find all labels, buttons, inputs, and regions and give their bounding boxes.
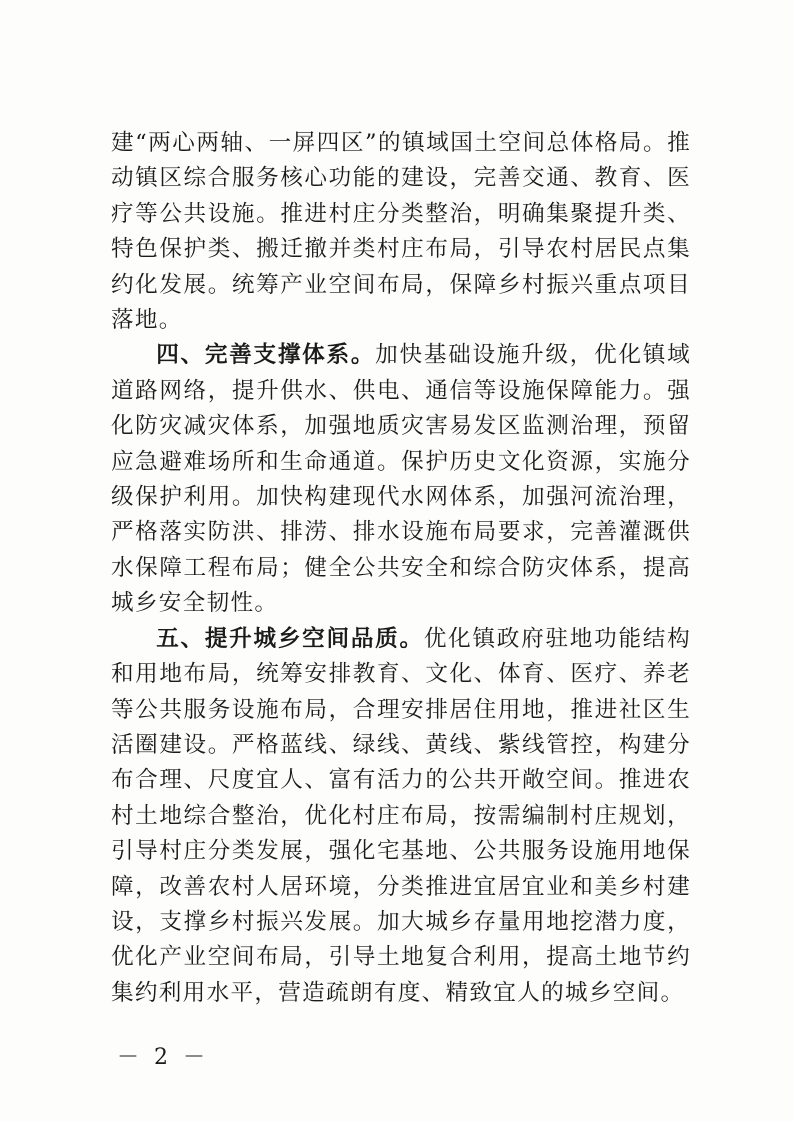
section-5-paragraph xyxy=(111,622,691,1011)
section-5-body: 优化镇政府驻地功能结构和用地布局，统筹安排教育、文化、体育、医疗、养老等公共服务设施布局，合理安排居住用地，推进社区生活圈建设。严格蓝线、绿线、黄线、紫线管控，构建分布合理、尺度宜人、富有活力的公共开敞空间。推进农村土地综合整治，优化村庄布局，按需编制村庄规划，引导村庄分类发展，强化宅基地、公共服务设施用地保障，改善农村人居环境，分类推进宜居宜业和美乡村建设，支撑乡村振兴发展。加大城乡存量用地挖潜力度，优化产业空间布局，引导土地复合利用，提高土地节约集约利用水平，营造疏朗有度、精致宜人的城乡空间。 xyxy=(111,625,691,1006)
continued-paragraph: 建“两心两轴、一屏四区”的镇域国土空间总体格局。推动镇区综合服务核心功能的建设，完善交通、教育、医疗等公共设施。推进村庄分类整治，明确集聚提升类、特色保护类、搬迁撤并类村庄布局，引导农村居民点集约化发展。统筹产业空间布局，保障乡村振兴重点项目落地。 xyxy=(111,130,691,334)
section-4-body: 加快基础设施升级，优化镇域道路网络，提升供水、供电、通信等设施保障能力。强化防灾减灾体系，加强地质灾害易发区监测治理，预留应急避难场所和生命通道。保护历史文化资源，实施分级保护利用。加快构建现代水网体系，加强河流治理，严格落实防洪、排涝、排水设施布局要求，完善灌溉供水保障工程布局；健全公共安全和综合防灾体系，提高城乡安全韧性。 xyxy=(111,342,691,617)
page-number: － 2 － xyxy=(117,1045,209,1070)
section-4-heading: 四、完善支撑体系。 xyxy=(156,342,376,369)
section-5-heading: 五、提升城乡空间品质。 xyxy=(156,625,424,652)
document-body xyxy=(111,126,691,1011)
section-4-paragraph xyxy=(111,338,691,621)
